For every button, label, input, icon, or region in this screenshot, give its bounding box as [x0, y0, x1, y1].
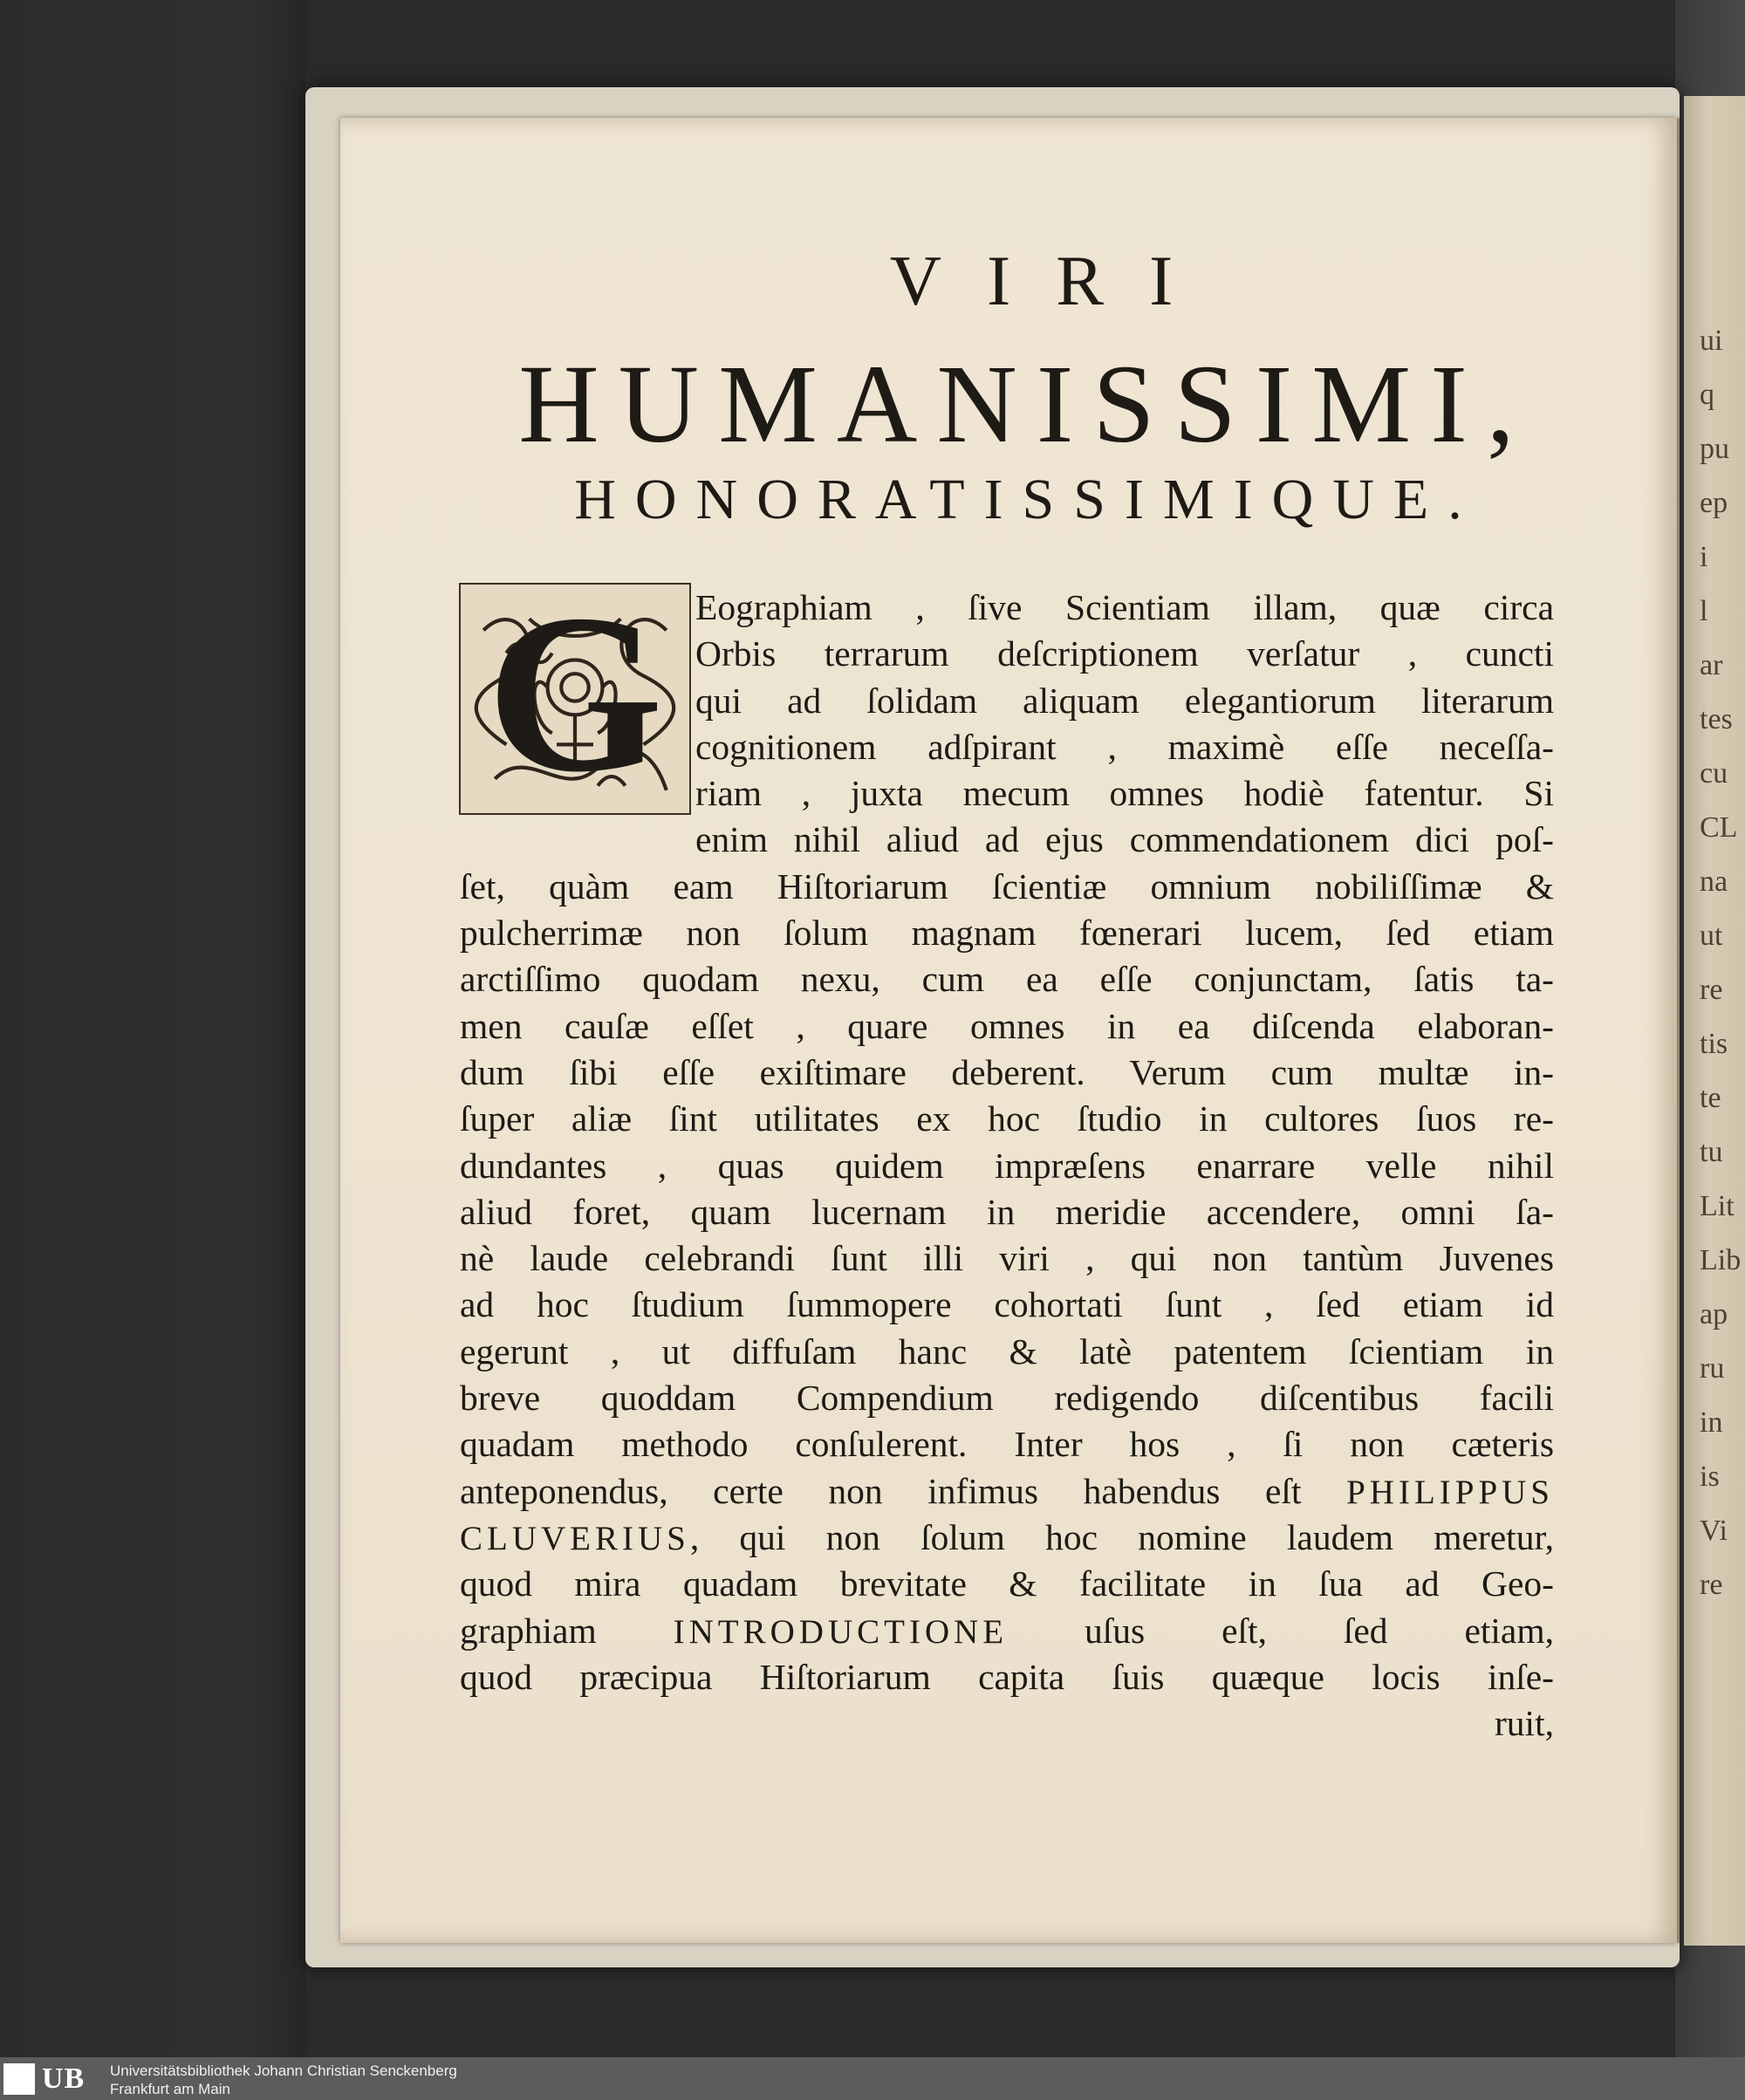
text-line — [460, 1515, 1554, 1561]
text-line: dundantes , quas quidem impræſens enarrare velle nihil — [460, 1145, 1554, 1186]
library-city: Frankfurt am Main — [110, 2081, 230, 2097]
text-line: qui ad ſolidam aliquam elegantiorum literarum — [695, 680, 1554, 721]
facing-fragment: q — [1700, 379, 1714, 411]
text-line: quadam methodo conſulerent. Inter hos , ſi non cæteris — [460, 1424, 1554, 1465]
facing-fragment: ep — [1700, 487, 1728, 519]
text-line: egerunt , ut diffuſam hanc & latè patentem ſcientiam in — [460, 1330, 1554, 1371]
facing-fragment: CL — [1700, 811, 1738, 844]
facing-fragment: te — [1700, 1082, 1721, 1114]
text-line: enim nihil aliud ad ejus commendationem dici poſ- — [695, 819, 1554, 860]
catchword: ruit, — [1494, 1703, 1554, 1744]
body-text — [460, 585, 1554, 1747]
text-segment: uſus eſt, ſed etiam, — [1085, 1610, 1555, 1651]
text-line: ſuper aliæ ſint utilitates ex hoc ſtudio in cultores ſuos re- — [460, 1098, 1554, 1139]
heading-humanissimi: HUMANISSIMI, — [518, 342, 1534, 466]
facing-fragment: in — [1700, 1406, 1723, 1439]
facing-fragment: tu — [1700, 1136, 1723, 1168]
library-footer — [0, 2057, 1745, 2100]
facing-fragment: tes — [1700, 703, 1733, 735]
text-segment: graphiam — [460, 1610, 597, 1651]
facing-fragment: Vi — [1700, 1515, 1728, 1547]
facing-fragment: ut — [1700, 920, 1723, 952]
drop-cap-letter: G — [486, 568, 664, 819]
name-philippus: PHILIPPUS — [1346, 1473, 1554, 1511]
text-line: Orbis terrarum deſcriptionem verſatur , cuncti — [695, 633, 1554, 674]
facing-fragment: cu — [1700, 757, 1728, 790]
text-line: breve quoddam Compendium redigendo diſcentibus facili — [460, 1378, 1554, 1419]
facing-fragment: tis — [1700, 1028, 1728, 1060]
text-line: riam , juxta mecum omnes hodiè fatentur. Si — [695, 773, 1554, 814]
facing-fragment: ap — [1700, 1298, 1728, 1330]
background-left — [0, 0, 305, 2057]
text-line — [460, 1468, 1554, 1515]
text-line: nè laude celebrandi ſunt illi viri , qui non tantùm Juvenes — [460, 1238, 1554, 1279]
facing-fragment: i — [1700, 541, 1708, 573]
text-line: pulcherrimæ non ſolum magnam fœnerari lucem, ſed etiam — [460, 913, 1554, 954]
heading-viri: VIRI — [889, 241, 1219, 320]
heading-honoratissimique: HONORATISSIMIQUE. — [574, 468, 1482, 531]
ub-logo[interactable] — [3, 2062, 98, 2095]
text-segment: anteponendus, certe non infimus habendus eſt — [460, 1470, 1302, 1511]
text-line — [460, 1608, 1554, 1654]
text-line: ſet, quàm eam Hiſtoriarum ſcientiæ omnium nobiliſſimæ & — [460, 865, 1554, 906]
book-page — [340, 118, 1677, 1943]
facing-fragment: ar — [1700, 649, 1723, 681]
text-line: arctiſſimo quodam nexu, cum ea eſſe conjunctam, ſatis ta- — [460, 959, 1554, 1000]
text-line: cognitionem adſpirant , maximè eſſe neceſſa- — [695, 726, 1554, 767]
library-credit — [110, 2062, 457, 2098]
text-line: men cauſæ eſſet , quare omnes in ea diſcenda elaboran- — [460, 1005, 1554, 1046]
facing-fragment: re — [1700, 1569, 1723, 1601]
word-introductione: INTRODUCTIONE — [673, 1612, 1009, 1651]
facing-fragment: ru — [1700, 1352, 1725, 1385]
facing-fragment: re — [1700, 974, 1723, 1006]
library-name: Universitätsbibliothek Johann Christian Senckenberg — [110, 2062, 457, 2079]
facing-fragment: pu — [1700, 433, 1729, 465]
text-line: quod præcipua Hiſtoriarum capita ſuis quæque locis inſe- — [460, 1656, 1554, 1697]
text-line: Eographiam , ſive Scientiam illam, quæ circa — [695, 587, 1554, 627]
name-cluverius: CLUVERIUS — [460, 1519, 690, 1557]
facing-fragment: na — [1700, 865, 1728, 898]
logo-text: UB — [42, 2062, 86, 2095]
text-line: aliud foret, quam lucernam in meridie accendere, omni ſa- — [460, 1191, 1554, 1232]
text-line: dum ſibi eſſe exiſtimare deberent. Verum cum multæ in- — [460, 1051, 1554, 1092]
facing-fragment: Lit — [1700, 1190, 1735, 1222]
logo-mark-icon — [3, 2063, 35, 2095]
facing-fragment: ui — [1700, 325, 1723, 357]
text-segment: , qui non ſolum hoc nomine laudem meretur, — [689, 1516, 1554, 1557]
text-line: ad hoc ſtudium ſummopere cohortati ſunt , ſed etiam id — [460, 1284, 1554, 1325]
text-line: quod mira quadam brevitate & facilitate in ſua ad Geo- — [460, 1563, 1554, 1604]
facing-fragment: Lib — [1700, 1244, 1742, 1276]
facing-fragment: is — [1700, 1460, 1720, 1493]
facing-fragment: l — [1700, 595, 1708, 627]
